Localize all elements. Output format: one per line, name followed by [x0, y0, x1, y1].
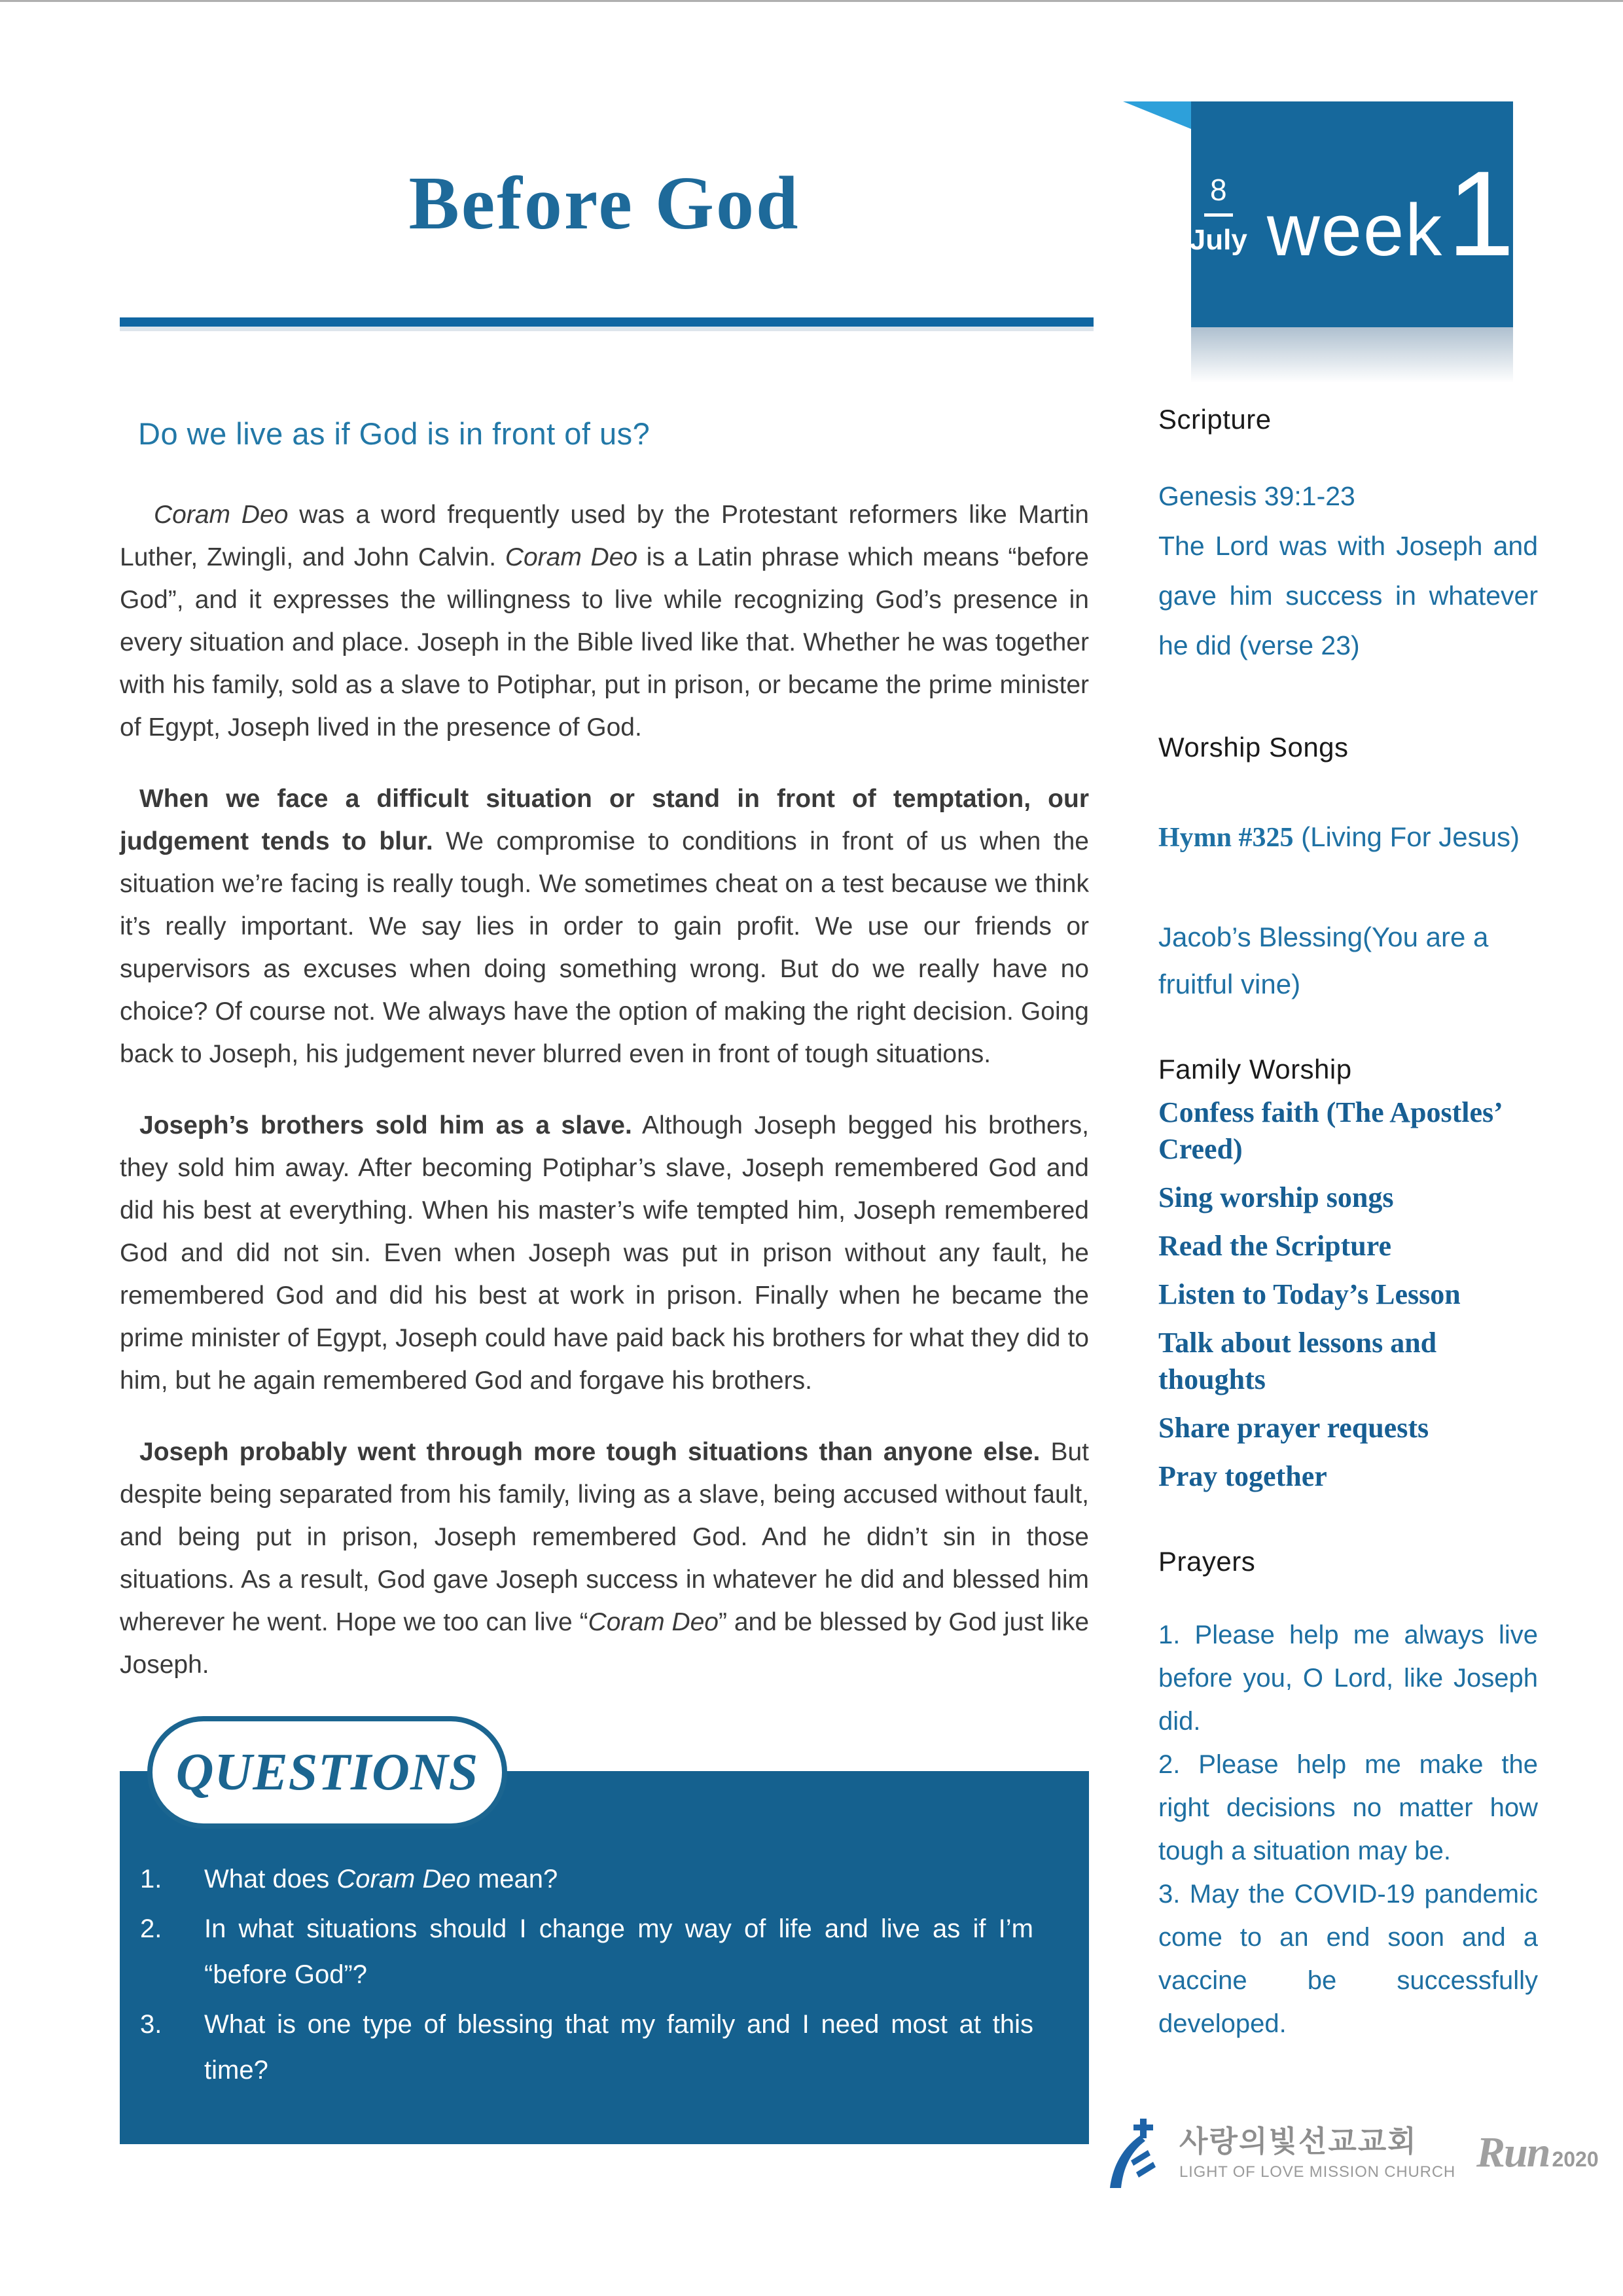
badge-content [1191, 101, 1513, 327]
badge-week [1266, 147, 1515, 281]
church-name-korean: 사랑의빛선교교회 [1179, 2125, 1418, 2158]
family-worship-item: Talk about lessons and thoughts [1158, 1327, 1437, 1395]
badge-reflection [1191, 327, 1513, 393]
run-year: 2020 [1552, 2147, 1599, 2171]
questions-label-pill [147, 1716, 507, 1829]
ribbon-fold-icon [1123, 101, 1191, 129]
text-segment: ” and be blessed by God just like Joseph. [120, 1608, 1090, 1679]
prayers-section [1158, 1546, 1538, 2045]
question-text [204, 1906, 1033, 1998]
text-segment: Hymn #325 [1158, 823, 1294, 853]
worship-song [1158, 814, 1538, 861]
family-worship-item: Pray together [1158, 1460, 1327, 1492]
question-number: 3. [140, 2010, 162, 2039]
question-text [204, 1856, 1033, 1902]
article-paragraph [120, 1104, 1089, 1402]
date-week-badge [1191, 101, 1513, 327]
badge-day: 8 [1210, 172, 1227, 207]
article-heading: Do we live as if God is in front of us? [138, 416, 651, 451]
text-segment: (Living For Jesus) [1293, 821, 1520, 852]
question-text [204, 2001, 1033, 2093]
badge-divider [1204, 213, 1233, 217]
article-paragraph [120, 778, 1089, 1075]
sidebar [1158, 404, 1538, 2144]
badge-week-number: 1 [1447, 147, 1515, 281]
scripture-verse: The Lord was with Joseph and gave him success in whatever he did (verse 23) [1158, 531, 1538, 660]
family-worship-section [1158, 1054, 1538, 1495]
title-divider [120, 317, 1094, 327]
family-worship-item: Confess faith (The Apostles’ Creed) [1158, 1096, 1501, 1165]
family-worship-item: Read the Scripture [1158, 1230, 1392, 1262]
worship-songs-section [1158, 732, 1538, 1008]
questions-title: QUESTIONS [175, 1743, 479, 1801]
family-worship-item: Sing worship songs [1158, 1181, 1394, 1213]
text-segment: Joseph probably went through more tough situations than anyone else. [139, 1438, 1041, 1466]
scripture-section [1158, 404, 1538, 670]
prayer-item: 2. Please help me make the right decisions no matter how tough a situation may be. [1158, 1750, 1538, 1865]
church-logo-icon [1107, 2117, 1165, 2189]
content-columns [120, 404, 1623, 2144]
scripture-reference: Genesis 39:1-23 [1158, 481, 1355, 511]
article-paragraph [120, 1431, 1089, 1686]
family-worship-item: Listen to Today’s Lesson [1158, 1278, 1461, 1310]
text-segment: Joseph’s brothers sold him as a slave. [139, 1111, 632, 1139]
text-segment: What does [204, 1865, 337, 1893]
prayer-item: 3. May the COVID-19 pandemic come to an end soon and a vaccine be successfully developed. [1158, 1880, 1538, 2038]
text-segment: Coram Deo [505, 543, 638, 571]
church-logo [1107, 2117, 1599, 2189]
badge-month: July [1189, 224, 1247, 257]
text-segment: But despite being separated from his family, living as a slave, being accused without fault, and being put in prison, Joseph remembered God. And he didn’t sin in those situations. As a result, God gave Joseph success in whatever he did and blessed him wherever he went. Hope we too can live “ [120, 1438, 1089, 1636]
text-segment: When we face a difficult situation or stand in front of temptation, our judgement tends to blur. [120, 785, 1089, 855]
text-segment: was a word frequently used by the Protestant reformers like Martin Luther, Zwingli, and John Calvin. [120, 501, 1089, 571]
family-worship-heading: Family Worship [1158, 1054, 1352, 1085]
text-segment: Jacob’s Blessing(You are a fruitful vine) [1158, 922, 1489, 999]
main-article [120, 404, 1089, 2144]
church-name-english: LIGHT OF LOVE MISSION CHURCH [1179, 2163, 1456, 2181]
text-segment: Although Joseph begged his brothers, they sold him away. After becoming Potiphar’s slave, Joseph remembered God and did his best at everything. When his master’s wife tempted him, Joseph remembered God and did not sin. Even when Joseph was put in prison without any fault, he remembered God and did his best at work in prison. Finally when he became the prime minister of Egypt, Joseph could have paid back his brothers for what they did to him, but he again remembered God and forgave his brothers. [120, 1111, 1089, 1395]
run-2020-logo [1476, 2117, 1599, 2178]
text-segment: Coram Deo [336, 1865, 471, 1893]
text-segment: mean? [470, 1865, 558, 1893]
question-number: 2. [140, 1914, 162, 1943]
text-segment: What is one type of blessing that my family and I need most at this time? [204, 2010, 1033, 2085]
text-segment: In what situations should I change my way of life and live as if I’m “before God”? [204, 1914, 1033, 1989]
scripture-heading: Scripture [1158, 404, 1272, 435]
questions-section [120, 1716, 1089, 2144]
church-logo-text [1179, 2117, 1455, 2181]
family-worship-list [1158, 1094, 1538, 1495]
badge-week-label: week [1266, 189, 1444, 271]
run-script: Run [1476, 2128, 1550, 2176]
worship-song [1158, 914, 1538, 1008]
family-worship-item: Share prayer requests [1158, 1412, 1429, 1444]
text-segment: Coram Deo [154, 501, 289, 529]
text-segment: is a Latin phrase which means “before God”, and it expresses the willingness to live while recognizing God’s presence in every situation and place. Joseph in the Bible lived like that. Whether he was together with his family, sold as a slave to Potiphar, put in prison, or became the prime minister of Egypt, Joseph lived in the presence of God. [120, 543, 1089, 742]
page-title: Before God [408, 162, 800, 245]
prayer-item: 1. Please help me always live before you, O Lord, like Joseph did. [1158, 1621, 1538, 1736]
question-number: 1. [140, 1865, 162, 1893]
question-item [140, 2001, 1033, 2093]
worship-songs-heading: Worship Songs [1158, 732, 1349, 762]
text-segment: We compromise to conditions in front of us when the situation we’re facing is really tough. We sometimes cheat on a test because we think it’s really important. We say lies in order to gain profit. We use our friends or supervisors as excuses when doing something wrong. But do we really have no choice? Of course not. We always have the option of making the right decision. Going back to Joseph, his judgement never blurred even in front of tough situations. [120, 827, 1089, 1068]
question-item [140, 1856, 1033, 1902]
question-item [140, 1906, 1033, 1998]
prayers-heading: Prayers [1158, 1546, 1256, 1577]
badge-date [1190, 174, 1247, 255]
article-paragraph [120, 493, 1089, 749]
text-segment: Coram Deo [588, 1608, 719, 1636]
